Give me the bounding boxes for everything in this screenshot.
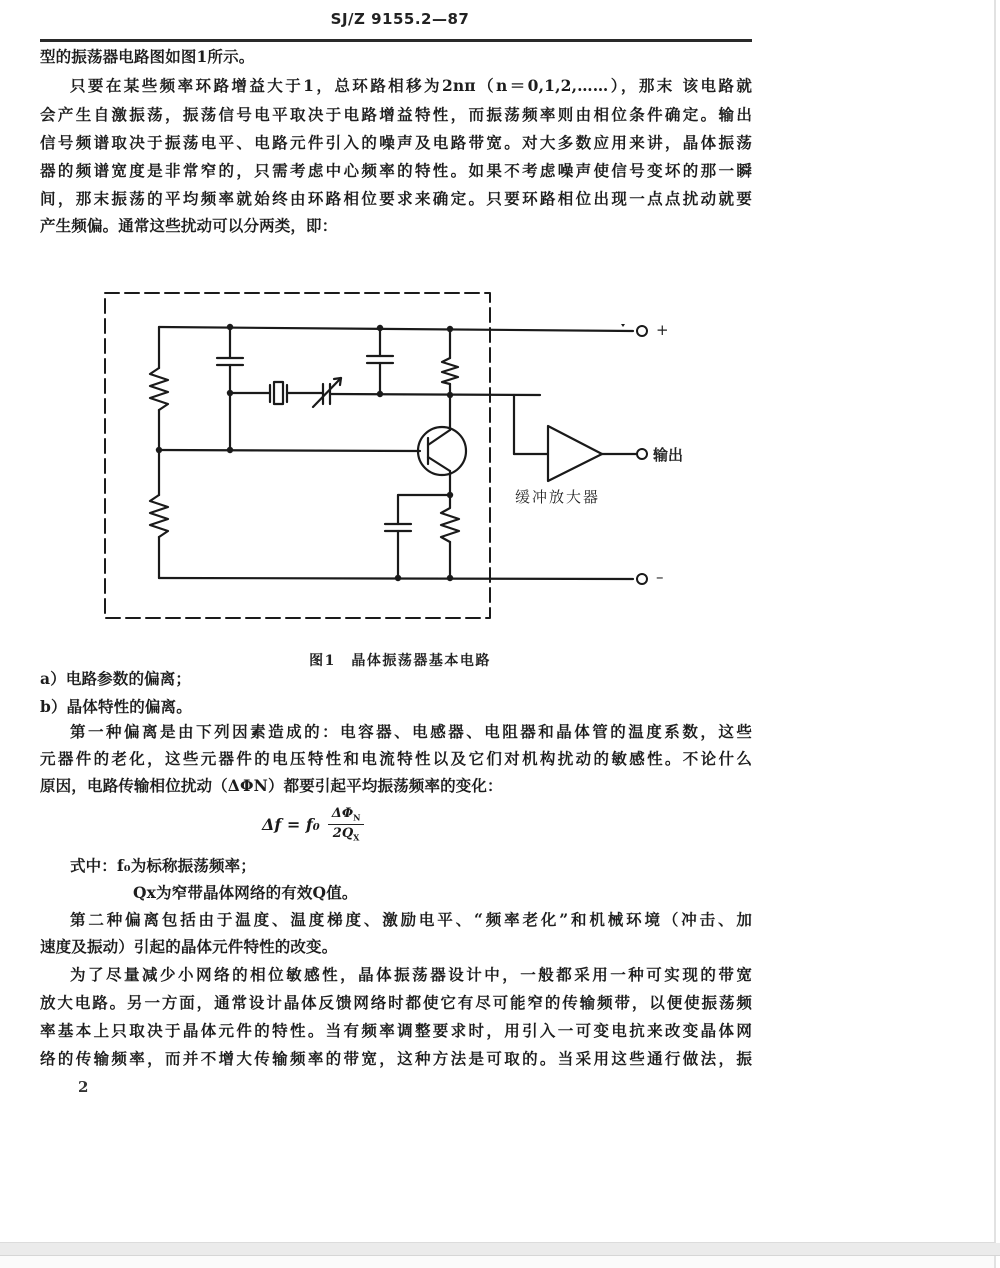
page-separator xyxy=(0,1243,1000,1256)
formula-definition: 式中：f₀为标称振荡频率； xyxy=(70,856,256,875)
buffer-amplifier-label: 缓冲放大器 xyxy=(515,488,601,506)
circuit-schematic xyxy=(90,280,710,625)
terminal-output xyxy=(637,449,647,459)
header-rule xyxy=(40,39,752,42)
paragraph-line: 信号频谱取决于振荡电平、电路元件引入的噪声及电路带宽。对大多数应用来讲，晶体振荡 xyxy=(40,133,752,152)
paragraph-line: 型的振荡器电路图如图1所示。 xyxy=(40,47,255,66)
formula-lhs: Δf = f₀ xyxy=(262,814,320,834)
paragraph-line: 会产生自激振荡，振荡信号电平取决于电路增益特性，而振荡频率则由相位条件确定。输出 xyxy=(40,105,752,124)
formula-numerator: $\Delta\Phi_N$ xyxy=(328,806,365,825)
next-page-edge xyxy=(0,1256,996,1268)
formula-definition: Qx为窄带晶体网络的有效Q值。 xyxy=(133,883,358,902)
paragraph-line: 络的传输频率，而并不增大传输频率的带宽，这种方法是可取的。当采用这些通行做法，振 xyxy=(40,1049,752,1068)
standard-code-header: SJ/Z 9155.2—87 xyxy=(330,10,470,28)
paragraph-line: 只要在某些频率环路增益大于1，总环路相移为2nπ（n＝0,1,2,……），那末 该电路就 xyxy=(70,76,752,95)
formula-denominator: $2Q_X$ xyxy=(332,825,360,843)
frequency-deviation-formula xyxy=(262,804,364,844)
paragraph-line: 间，那末振荡的平均频率就始终由环路相位要求来确定。只要环路相位出现一点点扰动就要 xyxy=(40,189,752,208)
paragraph-line: 元器件的老化，这些元器件的电压特性和电流特性以及它们对机构扰动的敏感性。不论什么 xyxy=(40,749,752,768)
crystal-oscillator-circuit-diagram xyxy=(90,280,710,625)
paragraph-line: 速度及振动）引起的晶体元件特性的改变。 xyxy=(40,937,338,956)
minus-terminal-label: – xyxy=(656,568,664,586)
paragraph-line: 原因，电路传输相位扰动（ΔΦN）都要引起平均振荡频率的变化： xyxy=(40,776,503,795)
list-item: b）晶体特性的偏离。 xyxy=(40,697,192,716)
paragraph-line: 产生频偏。通常这些扰动可以分两类，即： xyxy=(40,216,338,235)
paragraph-line: 率基本上只取决于晶体元件的特性。当有频率调整要求时，用引入一可变电抗来改变晶体网 xyxy=(40,1021,752,1040)
plus-terminal-label: + xyxy=(656,321,669,339)
paragraph-line: 为了尽量减少小网络的相位敏感性，晶体振荡器设计中，一般都采用一种可实现的带宽 xyxy=(70,965,752,984)
paragraph-line: 放大电路。另一方面，通常设计晶体反馈网络时都使它有尽可能窄的传输频带，以便使振荡频 xyxy=(40,993,752,1012)
paragraph-line: 第二种偏离包括由于温度、温度梯度、激励电平、“频率老化”和机械环境（冲击、加 xyxy=(70,910,752,929)
list-item: a）电路参数的偏离； xyxy=(40,669,192,688)
terminal-minus xyxy=(637,574,647,584)
output-terminal-label: 输出 xyxy=(653,446,684,464)
page-number: 2 xyxy=(78,1078,89,1096)
formula-fraction xyxy=(328,806,365,842)
figure-caption: 图1 晶体振荡器基本电路 xyxy=(309,653,491,669)
paragraph-line: 第一种偏离是由下列因素造成的：电容器、电感器、电阻器和晶体管的温度系数，这些 xyxy=(70,722,752,741)
paragraph-line: 器的频谱宽度是非常窄的，只需考虑中心频率的特性。如果不考虑噪声使信号变坏的那一瞬 xyxy=(40,161,752,180)
terminal-plus xyxy=(637,326,647,336)
